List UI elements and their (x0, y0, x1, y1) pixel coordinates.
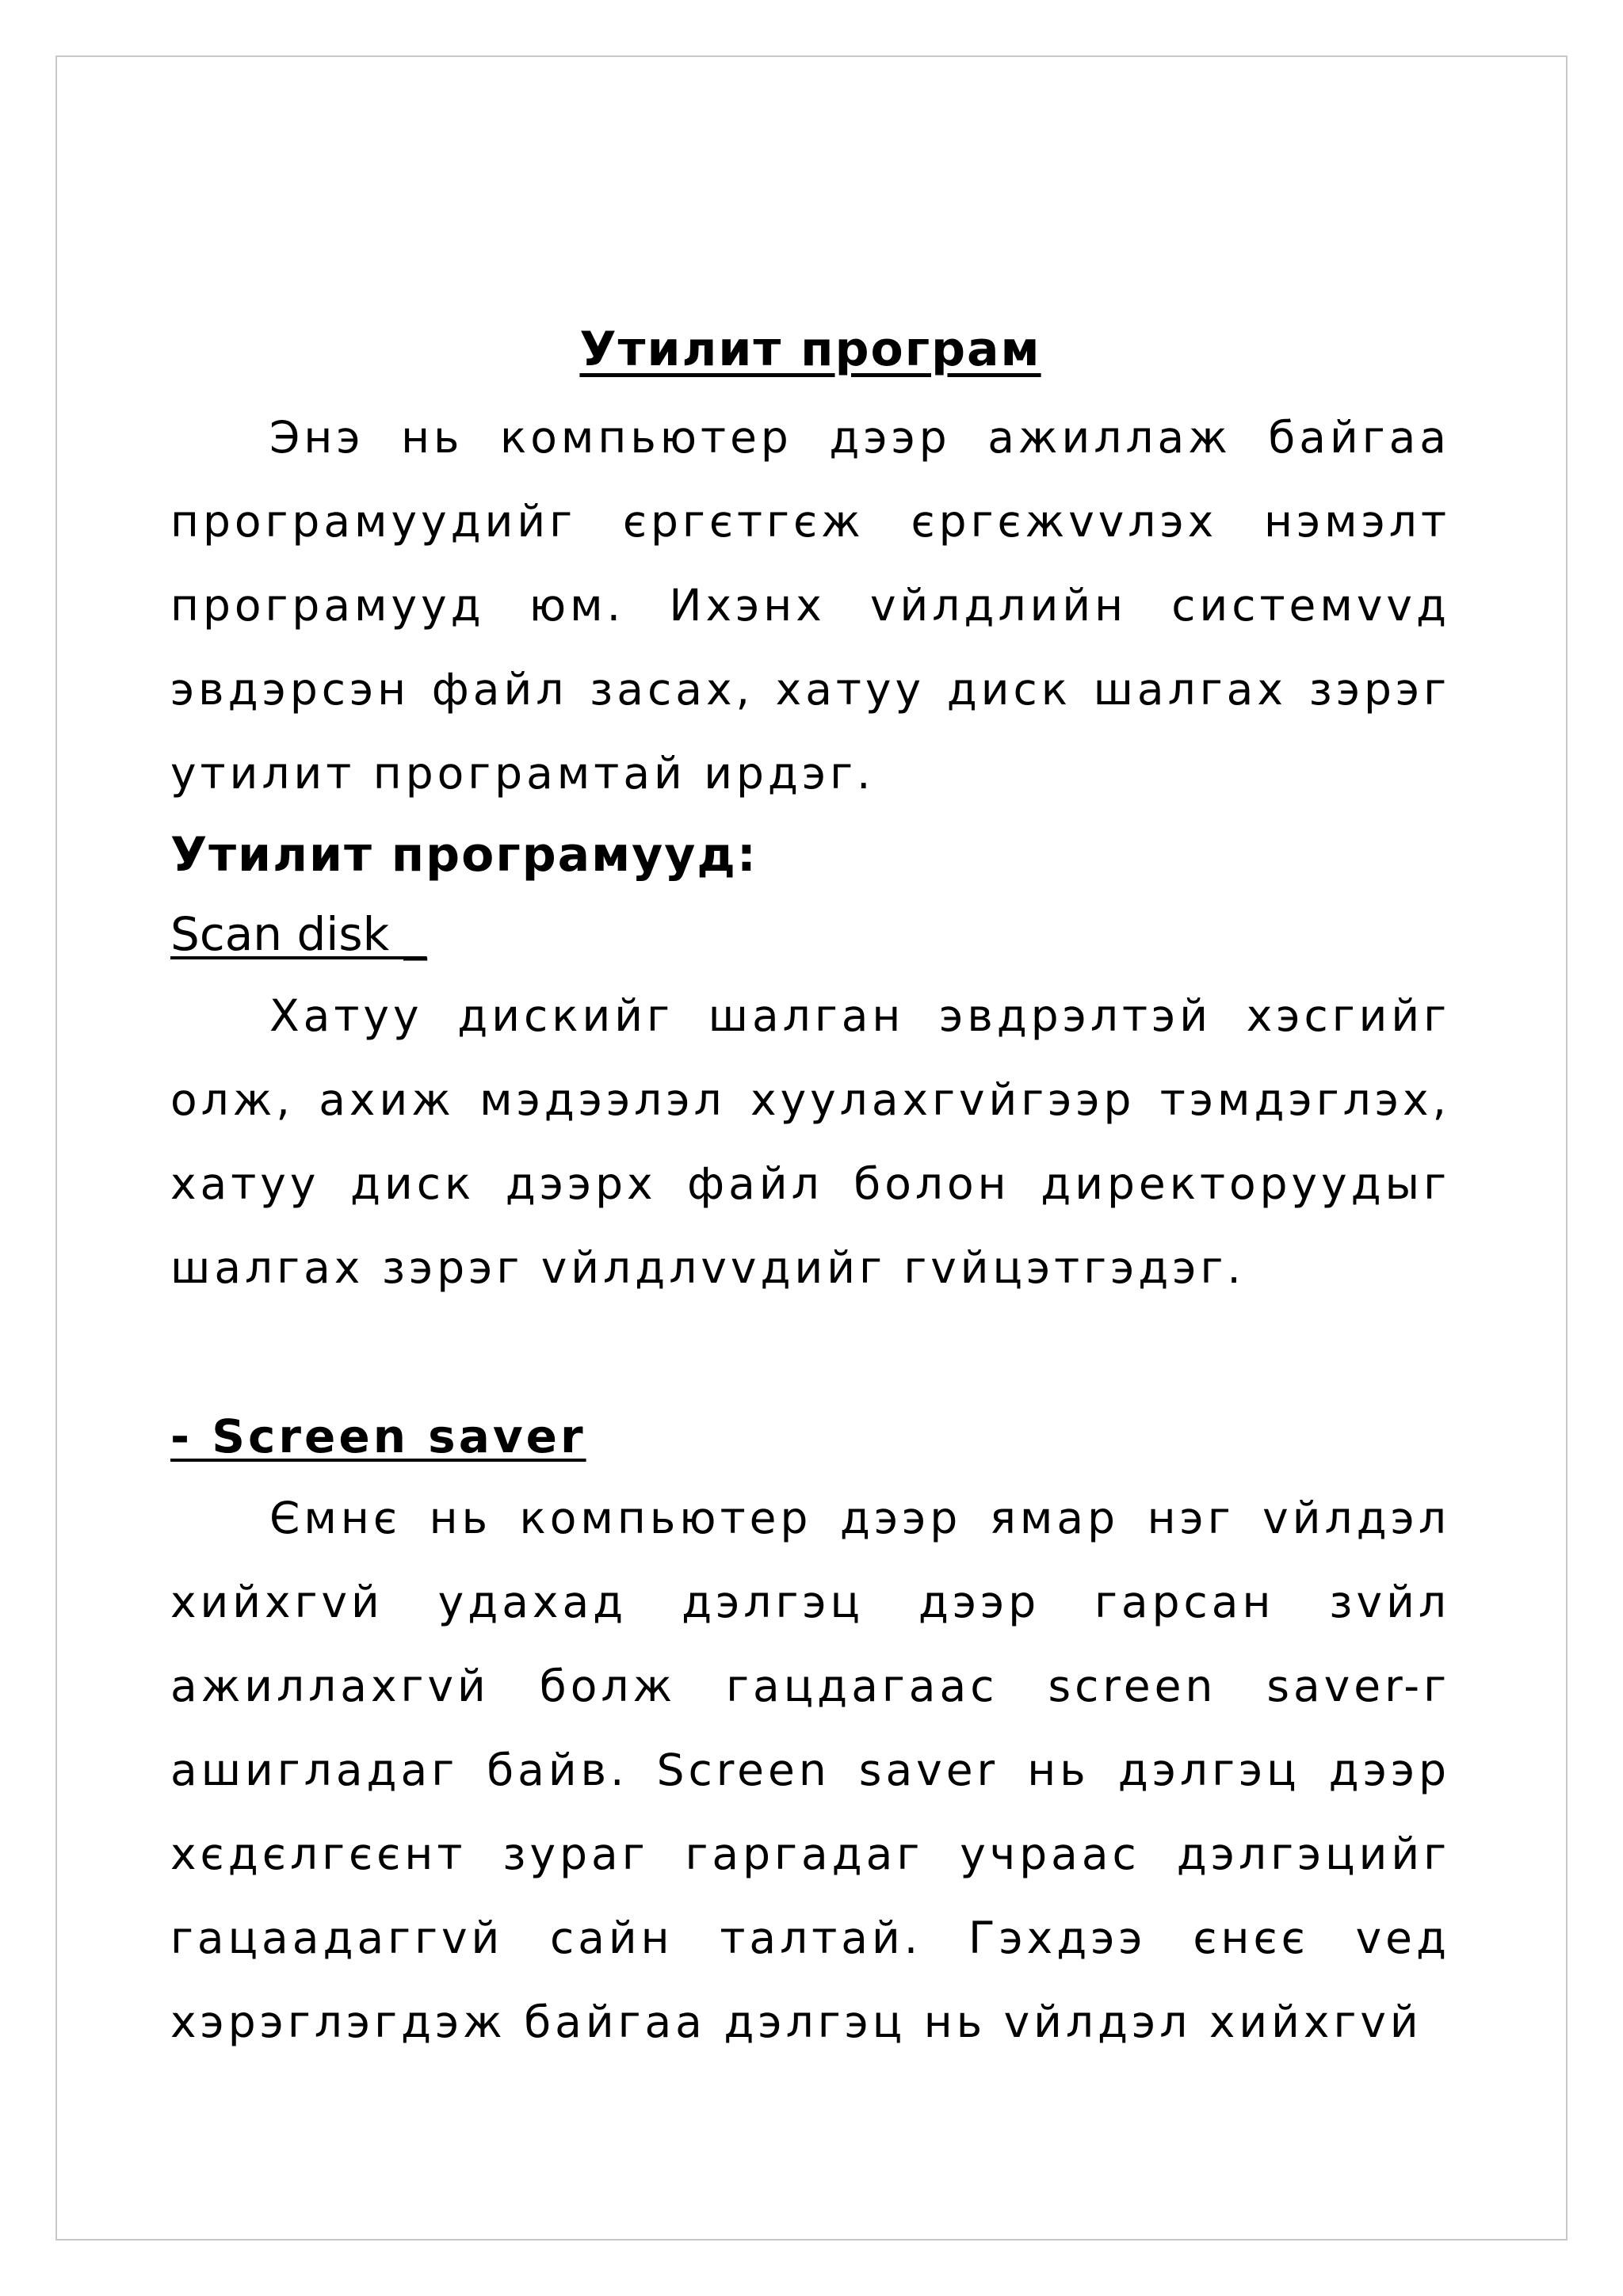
spacer (170, 1310, 1450, 1397)
intro-paragraph: Энэ нь компьютер дээр ажиллаж байгаа програмуудийг єргєтгєж єргєжvvлэх нэмэлт програмууд юм. Ихэнх vйлдлийн системvvд эвдэрсэн файл засах, хатуу диск шалгах зэрэг утилит програмтай ирдэг. (170, 412, 1450, 799)
screen-saver-heading-text: - Screen saver (170, 1409, 586, 1463)
scan-disk-heading-text: Scan disk _ (170, 907, 427, 961)
document-title: Утилит програм (579, 322, 1041, 377)
scan-disk-paragraph: Хатуу дискийг шалган эвдрэлтэй хэсгийг олж, ахиж мэдээлэл хуулахгvйгээр тэмдэглэх, хатуу диск дээрх файл болон директоруудыг шалгах зэрэг vйлдлvvдийг гvйцэтгэдэг. (170, 990, 1450, 1293)
screen-saver-paragraph: Ємнє нь компьютер дээр ямар нэг vйлдэл хийхгvй удахад дэлгэц дээр гарсан зvйл ажиллахгvй болж гацдагаас screen saver-г ашигладаг байв. Screen saver нь дэлгэц дээр хєдєлгєєнт зураг гаргадаг учраас дэлгэцийг гацаадаггvй сайн талтай. Гэхдээ єнєє vед хэрэглэгдэж байгаа дэлгэц нь vйлдэл хийхгvй (170, 1493, 1450, 2047)
scan-disk-heading (170, 894, 1450, 974)
document-body (170, 313, 1450, 2064)
utility-list-heading: Утилит програмууд: (170, 827, 758, 883)
screen-saver-heading (170, 1397, 1450, 1476)
